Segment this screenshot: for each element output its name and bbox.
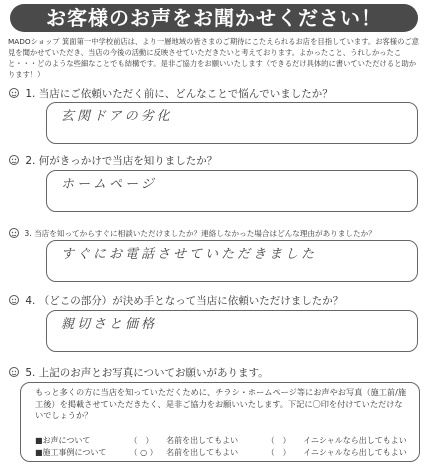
mark-initial[interactable]: （ ） [266,448,291,457]
answer-box-2 [46,170,418,212]
option-name: 名前を出してもよい [166,436,239,445]
consent-box [20,382,420,462]
row-label: ■施工事例について [35,448,107,457]
row-label: ■お声について [35,436,91,445]
answer-box-4 [46,310,418,352]
question-5-label: 5. 上記のお声とお写真についてお願いがあります。 [25,367,269,379]
person-icon [6,294,22,308]
answer-box-1 [46,102,418,144]
question-2-heading [6,154,217,168]
question-4-heading [6,294,343,308]
question-4-label: 4. （どこの部分）が決め手となって当店に依頼いただけましたか？ [25,295,344,307]
mark-name[interactable]: （ ） [129,436,154,445]
person-icon [6,227,22,241]
person-icon [6,366,22,380]
option-initial: イニシャルなら出してもよい [303,448,407,457]
option-initial: イニシャルなら出してもよい [303,436,407,445]
question-1-heading [6,87,333,101]
answer-4: 親切さと価格 [61,317,158,332]
option-name: 名前を出してもよい [166,448,239,457]
answer-box-3 [46,240,418,282]
consent-row-voice [35,435,407,446]
consent-row-photo [35,447,407,458]
question-5-heading [6,366,269,380]
answer-1: 玄関ドアの劣化 [61,109,173,124]
question-3-label: 3. 当店を知ってからすぐに相談いただけましたか？連絡しなかった場合はどんな理由がありましたか？ [24,229,376,238]
intro-text: MADOショップ 箕面第一中学校前店は、より一層地域の皆さまのご期待にこたえられるお店を目指しています。お客様のご意見を聞かせていただき、当店の今後の活動に反映させていただきたいと考えております。よかったこと、うれしかったこと・・・どのような些細なことでも結構です。是非ご協力をお願いいたします（できるだけ具体的に書いていただけると助かります！） [8,37,419,79]
consent-text: もっと多くの方に当店を知っていただくために、チラシ・ホームページ等にお声やお写真（施工前/施工後）を掲載させていただきたく、是非ご協力をお願いいたします。下記に〇印を付けていただけないでしょうか？ [35,387,407,420]
question-1-label: 1. 当店にご依頼いただく前に、どんなことで悩んでいましたか？ [25,88,333,100]
question-2-label: 2. 何がきっかけで当店を知りましたか？ [25,155,218,167]
page-title: お客様のお声をお聞かせください！ [10,4,418,32]
person-icon [6,87,22,101]
person-icon [6,154,22,168]
answer-2: ホームページ [61,177,157,192]
mark-initial[interactable]: （ ） [266,436,291,445]
mark-name[interactable]: （ ○ ） [129,448,158,457]
question-3-heading [6,227,376,241]
answer-3: すぐにお電話させていただきました [61,247,318,262]
